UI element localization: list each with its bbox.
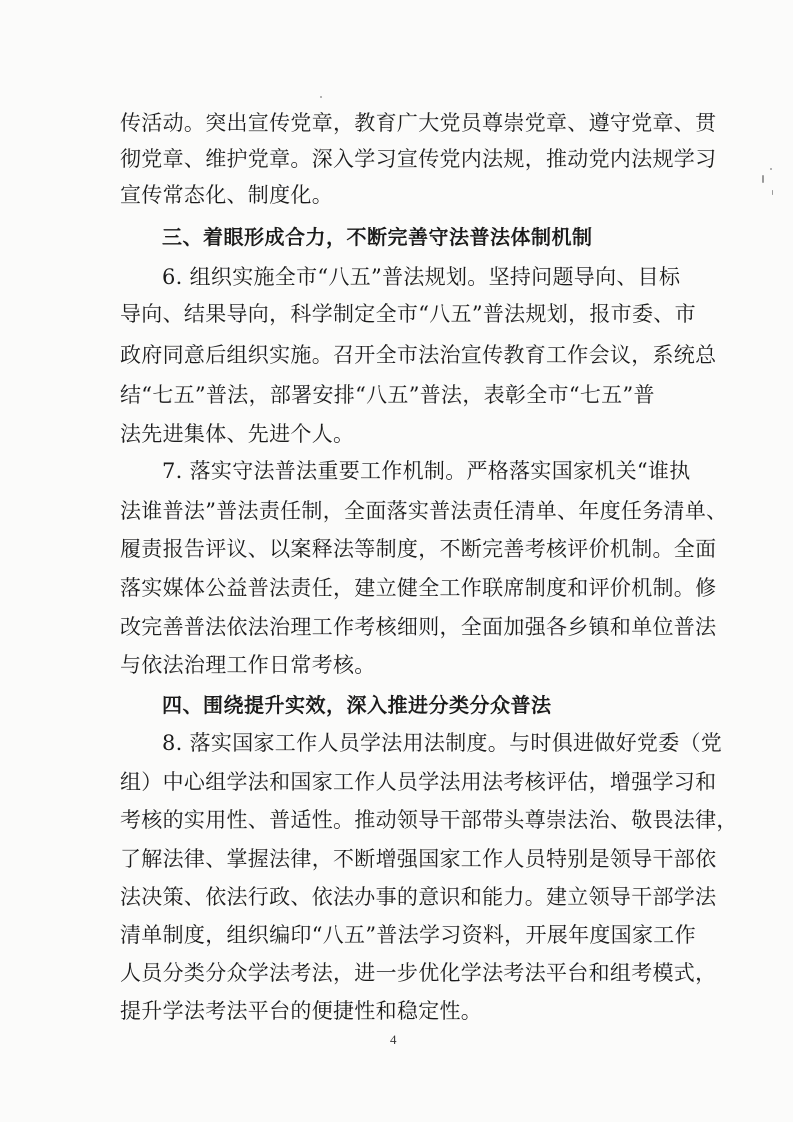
text-line: 政府同意后组织实施。召开全市法治宣传教育工作会议，系统总 — [120, 343, 717, 367]
scan-speck — [770, 168, 772, 170]
scan-speck — [772, 190, 773, 195]
text-line: 法决策、依法行政、依法办事的意识和能力。建立领导干部学法 — [120, 885, 717, 909]
text-line: 组）中心组学法和国家工作人员学法用法考核评估，增强学习和 — [120, 770, 717, 794]
text-line: 传活动。突出宣传党章，教育广大党员尊崇党章、遵守党章、贯 — [120, 111, 717, 135]
section-heading: 三、着眼形成合力，不断完善守法普法体制机制 — [162, 225, 593, 249]
text-line: 法先进集体、先进个人。 — [120, 422, 355, 446]
text-line: 宣传常态化、制度化。 — [120, 183, 333, 207]
section-heading: 四、围绕提升实效，深入推进分类分众普法 — [162, 693, 552, 717]
text-line: 清单制度，组织编印“八五”普法学习资料，开展年度国家工作 — [120, 923, 696, 947]
text-line: 考核的实用性、普适性。推动领导干部带头尊崇法治、敬畏法律， — [120, 808, 738, 832]
text-line: 8. 落实国家工作人员学法用法制度。与时俱进做好党委（党 — [162, 731, 723, 755]
text-line: 导向、结果导向，科学制定全市“八五”普法规划，报市委、市 — [120, 302, 696, 326]
text-line: 6. 组织实施全市“八五”普法规划。坚持问题导向、目标 — [162, 265, 681, 289]
text-line: 了解法律、掌握法律，不断增强国家工作人员特别是领导干部依 — [120, 847, 717, 871]
text-line: 人员分类分众学法考法，进一步优化学法考法平台和组考模式， — [120, 961, 717, 985]
text-line: 履责报告评议、以案释法等制度，不断完善考核评价机制。全面 — [120, 537, 717, 561]
text-line: 7. 落实守法普法重要工作机制。严格落实国家机关“谁执 — [162, 459, 691, 483]
text-line: 彻党章、维护党章。深入学习宣传党内法规，推动党内法规学习 — [120, 147, 717, 171]
text-line: 与依法治理工作日常考核。 — [120, 653, 376, 677]
scan-speck — [320, 96, 322, 98]
scan-speck — [762, 175, 764, 183]
text-line: 提升学法考法平台的便捷性和稳定性。 — [120, 999, 483, 1023]
text-line: 法谁普法”普法责任制，全面落实普法责任清单、年度任务清单、 — [120, 499, 728, 523]
page-number: 4 — [390, 1032, 397, 1047]
text-line: 改完善普法依法治理工作考核细则，全面加强各乡镇和单位普法 — [120, 615, 717, 639]
text-line: 落实媒体公益普法责任，建立健全工作联席制度和评价机制。修 — [120, 576, 717, 600]
text-line: 结“七五”普法，部署安排“八五”普法，表彰全市“七五”普 — [120, 383, 655, 407]
